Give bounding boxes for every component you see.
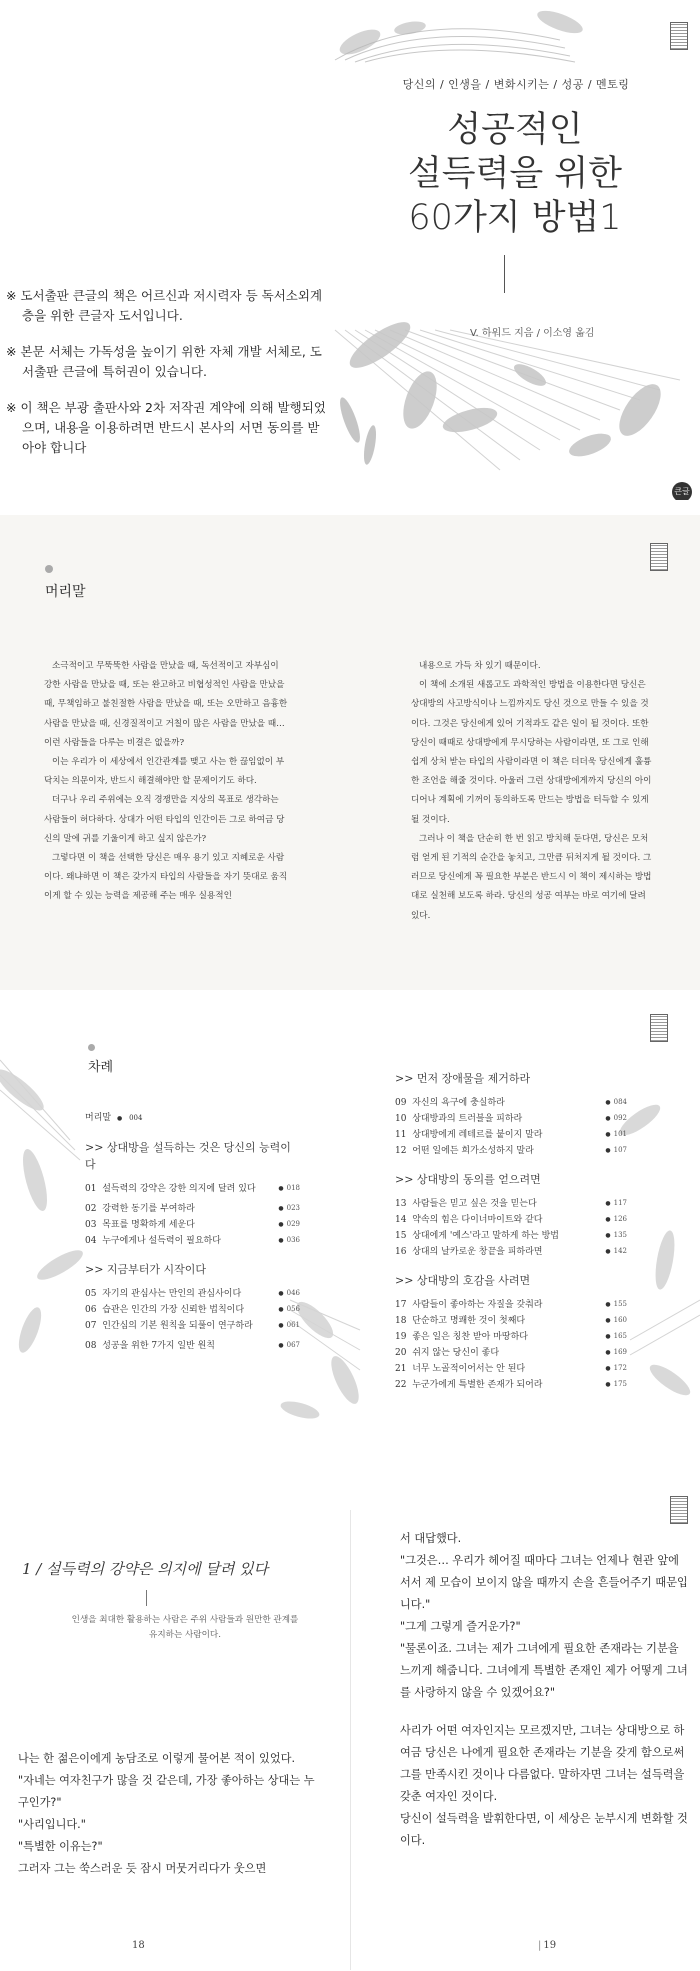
publisher-logo xyxy=(670,1496,688,1524)
toc-entry-label: 상대방과의 트러블을 피하라 xyxy=(412,1114,523,1124)
preface-paragraph: 그러나 이 책을 단순히 한 번 읽고 방치해 둔다면, 당신은 모처럼 얻게 된 기적의 순간을 놓치고, 그만큼 뒤처지게 될 것이다. 그러므로 당신에게 꼭 필요한 부분은 반드시 이 책이 제시하는 방법대로 실천해 보도록 하라. 당신의 성공 여부는 바로 여기에 달려 있다. xyxy=(411,833,652,921)
toc-entry-label: 상대의 날카로운 창끝을 피하라면 xyxy=(412,1247,543,1257)
note-3: ※ 이 책은 부광 출판사와 2차 저작권 계약에 의해 발행되었으며, 내용을 이용하려면 반드시 본사의 서면 동의를 받아야 합니다 xyxy=(6,400,326,455)
toc-entry-number: 22 xyxy=(395,1380,407,1390)
cover-notes xyxy=(6,286,326,474)
toc-entry[interactable] xyxy=(85,1181,300,1197)
toc-page-number: ● 067 xyxy=(278,1337,300,1354)
publisher-logo xyxy=(670,22,688,50)
body-paragraph: "그게 그렇게 즐거운가?" xyxy=(400,1620,521,1633)
toc-entry-number: 14 xyxy=(395,1215,407,1225)
toc-page-number: ● 046 xyxy=(278,1285,300,1302)
toc-page-number: ● 056 xyxy=(278,1301,300,1318)
title-line-2: 설득력을 위한 xyxy=(408,154,622,194)
body-paragraph: 사리가 어떤 여자인지는 모르겠지만, 그녀는 상대방으로 하여금 당신은 나에게 필요한 존재라는 기분을 갖게 함으로써 그를 만족시킨 것이나 다름없다. 말하자면 그녀는 설득력을 갖춘 여자인 것이다. xyxy=(400,1724,685,1803)
toc-entry-label: 단순하고 명쾌한 것이 첫째다 xyxy=(412,1316,526,1326)
toc-entry-number: 02 xyxy=(85,1204,97,1214)
publisher-badge: 큰글 xyxy=(672,482,692,500)
toc-page-number: ● 092 xyxy=(605,1110,627,1127)
preface-left-column xyxy=(44,657,289,907)
page-number-right: | 19 xyxy=(538,1940,556,1951)
toc-page-number: ● 029 xyxy=(278,1216,300,1233)
toc-entry[interactable] xyxy=(85,1217,300,1233)
toc-entry-label: 상대에게 '예스'라고 말하게 하는 방법 xyxy=(412,1231,559,1241)
toc-page-number: ● 018 xyxy=(278,1180,300,1197)
series-tagline: 당신의 / 인생을 / 변화시키는 / 성공 / 멘토링 xyxy=(402,78,630,91)
toc-page-number: 004 xyxy=(129,1114,143,1122)
toc-page-number: ● 169 xyxy=(605,1344,627,1361)
chapter-epigraph: 인생을 최대한 활용하는 사람은 주위 사람들과 원만한 관계를 유지하는 사람이다. xyxy=(71,1615,299,1640)
toc-entry[interactable] xyxy=(395,1212,627,1228)
note-1: ※ 도서출판 큰글의 책은 어르신과 저시력자 등 독서소외계층을 위한 큰글자 도서입니다. xyxy=(6,288,323,323)
toc-page-number: ● 142 xyxy=(605,1243,627,1260)
title-divider xyxy=(146,1590,147,1606)
toc-right-column xyxy=(395,1058,627,1393)
toc-entry-label: 너무 노골적이어서는 안 된다 xyxy=(412,1364,526,1374)
body-paragraph: "물론이죠. 그녀는 제가 그녀에게 필요한 존재라는 기분을 느끼게 해줍니다. 그녀에게 특별한 존재인 제가 어떻게 그녀를 사랑하지 않을 수 있겠어요?" xyxy=(400,1642,688,1699)
bullet-icon: ● xyxy=(116,1115,123,1122)
right-page-body xyxy=(400,1528,690,1852)
toc-entry-label: 성공을 위한 7가지 일반 원칙 xyxy=(102,1341,215,1351)
toc-section-title: >> 상대방을 설득하는 것은 당신의 능력이다 xyxy=(85,1141,291,1171)
toc-entry[interactable] xyxy=(85,1302,300,1318)
toc-heading: 차례 xyxy=(88,1060,114,1075)
toc-entry-label: 인간심의 기본 원칙을 되풀이 연구하라 xyxy=(102,1321,253,1331)
toc-entry-number: 16 xyxy=(395,1247,407,1257)
toc-entry-label: 사람들은 믿고 싶은 것을 믿는다 xyxy=(412,1199,537,1209)
toc-entry-label: 약속의 힘은 다이너마이트와 같다 xyxy=(412,1215,543,1225)
preface-paragraph: 이 책에 소개된 새롭고도 과학적인 방법을 이용한다면 당신은 상대방의 사고방식이나 느낌까지도 당신 것으로 만들 수 있을 것이다. 그것은 당신에게 있어 기적과도 같은 일이 될 것이다. 또한 당신이 때때로 상대방에게 무시당하는 사람이라면, 또 그로 인해 쉽게 상처 받는 타입의 사람이라면 이 책은 더더욱 당신에게 훌륭한 조언을 해줄 것이다. 아울러 그런 상대방에게까지 당신의 아이디어나 계획에 기꺼이 동의하도록 만드는 방법을 터득할 수 있게 될 것이다. xyxy=(411,680,652,825)
toc-page-number: ● 160 xyxy=(605,1312,627,1329)
toc-entry-number: 20 xyxy=(395,1348,407,1358)
preface-right-column xyxy=(411,657,656,926)
toc-page-number: ● 126 xyxy=(605,1211,627,1228)
toc-page-number: ● 175 xyxy=(605,1376,627,1393)
toc-entry-number: 04 xyxy=(85,1236,97,1246)
toc-page-number: ● 023 xyxy=(278,1200,300,1217)
body-paragraph: 서 대답했다. xyxy=(400,1532,462,1545)
toc-entry-label: 자기의 관심사는 만인의 관심사이다 xyxy=(102,1289,242,1299)
toc-entry-number: 06 xyxy=(85,1305,97,1315)
toc-entry[interactable] xyxy=(395,1329,627,1345)
preface-panel xyxy=(0,515,700,990)
body-paragraph: "그것은… 우리가 헤어질 때마다 그녀는 언제나 현관 앞에 서서 제 모습이 보이지 않을 때까지 손을 흔들어주기 때문입니다." xyxy=(400,1554,688,1611)
toc-entry-number: 03 xyxy=(85,1220,97,1230)
toc-entry[interactable] xyxy=(85,1318,300,1334)
toc-entry[interactable] xyxy=(395,1377,627,1393)
toc-entry-label: 설득력의 강약은 강한 의지에 달려 있다 xyxy=(102,1184,256,1194)
body-spread-panel xyxy=(0,1480,700,1971)
toc-entry[interactable] xyxy=(85,1233,300,1249)
author-credit: V. 하워드 지음 / 이소영 옮김 xyxy=(470,328,595,339)
toc-page-number: ● 135 xyxy=(605,1227,627,1244)
toc-section-title: >> 상대방의 호감을 사려면 xyxy=(395,1274,531,1287)
toc-entry-label: 쉬지 않는 당신이 좋다 xyxy=(412,1348,500,1358)
toc-section-title: >> 먼저 장애물을 제거하라 xyxy=(395,1072,531,1085)
preface-paragraph: 더구나 우리 주위에는 오직 경쟁만을 지상의 목표로 생각하는 사람들이 허다하다. 상대가 어떤 타입의 인간이든 그로 하여금 당신의 말에 귀를 기울이게 하고 싶지 않은가? xyxy=(44,795,285,844)
toc-entry[interactable] xyxy=(395,1361,627,1377)
toc-entry-label: 누구에게나 설득력이 필요하다 xyxy=(102,1236,221,1246)
toc-entry[interactable] xyxy=(85,1286,300,1302)
title-line-3: 60가지 방법1 xyxy=(408,198,622,238)
toc-entry[interactable] xyxy=(395,1196,627,1212)
toc-entry[interactable] xyxy=(85,1201,300,1217)
toc-entry-number: 21 xyxy=(395,1364,407,1374)
toc-entry-number: 08 xyxy=(85,1341,97,1351)
preface-heading: 머리말 xyxy=(45,584,86,600)
toc-page-number: ● 107 xyxy=(605,1142,627,1159)
toc-entry-number: 18 xyxy=(395,1316,407,1326)
toc-entry-label: 누군가에게 특별한 존재가 되어라 xyxy=(412,1380,543,1390)
toc-entry[interactable] xyxy=(395,1127,627,1143)
toc-entry-number: 15 xyxy=(395,1231,407,1241)
heading-dot xyxy=(45,565,53,573)
toc-preface-entry[interactable] xyxy=(85,1110,300,1127)
toc-page-number: ● 101 xyxy=(605,1126,627,1143)
preface-paragraph: 그렇다면 이 책을 선택한 당신은 매우 용기 있고 지혜로운 사람이다. 왜냐하면 이 책은 갖가지 타입의 사람들을 자기 뜻대로 움직이게 할 수 있는 능력을 제공해 주는 매우 실용적인 xyxy=(44,853,288,902)
toc-entry[interactable] xyxy=(395,1345,627,1361)
chapter-title: 1 / 설득력의 강약은 의지에 달려 있다 xyxy=(22,1560,269,1578)
toc-entry[interactable] xyxy=(395,1244,627,1260)
body-paragraph: 그러자 그는 쑥스러운 듯 잠시 머뭇거리다가 웃으면 xyxy=(18,1862,267,1875)
toc-entry-number: 05 xyxy=(85,1289,97,1299)
toc-page-number: ● 155 xyxy=(605,1296,627,1313)
toc-section-title: >> 상대방의 동의를 얻으려면 xyxy=(395,1173,541,1186)
toc-entry[interactable] xyxy=(395,1228,627,1244)
toc-entry-number: 07 xyxy=(85,1321,97,1331)
toc-entry-number: 11 xyxy=(395,1130,407,1140)
heading-dot xyxy=(88,1044,95,1051)
toc-page-number: ● 117 xyxy=(605,1195,627,1212)
toc-entry-number: 13 xyxy=(395,1199,407,1209)
toc-entry[interactable] xyxy=(395,1313,627,1329)
toc-entry-number: 12 xyxy=(395,1146,407,1156)
toc-entry-label: 좋은 일은 칭찬 받아 마땅하다 xyxy=(412,1332,528,1342)
body-paragraph: "특별한 이유는?" xyxy=(18,1840,103,1853)
body-paragraph: 나는 한 젊은이에게 농담조로 이렇게 물어본 적이 있었다. xyxy=(18,1752,296,1765)
toc-page-number: ● 084 xyxy=(605,1094,627,1111)
toc-entry-number: 09 xyxy=(395,1098,407,1108)
toc-entry[interactable] xyxy=(395,1111,627,1127)
title-line-1: 성공적인 xyxy=(447,110,583,150)
publisher-logo xyxy=(650,1014,668,1042)
preface-paragraph: 내용으로 가득 차 있기 때문이다. xyxy=(419,661,541,671)
toc-page-number: ● 172 xyxy=(605,1360,627,1377)
body-paragraph: "사리입니다." xyxy=(18,1818,86,1831)
toc-entry-label: 상대방에게 레테르를 붙이지 말라 xyxy=(412,1130,543,1140)
toc-entry-label: 강력한 동기를 부여하라 xyxy=(102,1204,195,1214)
toc-entry-label: 습관은 인간의 가장 신뢰한 법칙이다 xyxy=(102,1305,245,1315)
toc-section-title: >> 지금부터가 시작이다 xyxy=(85,1263,207,1276)
toc-entry-number: 01 xyxy=(85,1184,97,1194)
toc-entry-label: 사람들이 좋아하는 자질을 갖춰라 xyxy=(412,1300,543,1310)
body-paragraph: "자네는 여자친구가 많을 것 같은데, 가장 좋아하는 상대는 누구인가?" xyxy=(18,1774,315,1809)
toc-entry[interactable] xyxy=(395,1143,627,1159)
toc-entry-label: 목표를 명확하게 세운다 xyxy=(102,1220,195,1230)
page-number-left: 18 xyxy=(132,1940,145,1951)
toc-entry-label: 자신의 욕구에 충실하라 xyxy=(412,1098,505,1108)
toc-entry[interactable] xyxy=(395,1297,627,1313)
toc-entry-number: 17 xyxy=(395,1300,407,1310)
toc-entry-number: 10 xyxy=(395,1114,407,1124)
toc-entry-number: 19 xyxy=(395,1332,407,1342)
toc-page-number: ● 061 xyxy=(278,1317,300,1334)
left-page-body xyxy=(18,1748,318,1880)
book-title xyxy=(345,108,685,240)
preface-paragraph: 이는 우리가 이 세상에서 인간관계를 맺고 사는 한 끊임없이 부닥치는 의문이자, 반드시 해결해야만 할 문제이기도 하다. xyxy=(44,757,285,787)
body-paragraph: 당신이 설득력을 발휘한다면, 이 세상은 눈부시게 변화할 것이다. xyxy=(400,1812,688,1847)
toc-panel xyxy=(0,1000,700,1470)
note-2: ※ 본문 서체는 가독성을 높이기 위한 자체 개발 서체로, 도서출판 큰글에 특허권이 있습니다. xyxy=(6,344,322,379)
page-gutter xyxy=(350,1510,351,1970)
toc-entry[interactable] xyxy=(85,1338,300,1354)
toc-left-column xyxy=(85,1110,300,1358)
preface-paragraph: 소극적이고 무뚝뚝한 사람을 만났을 때, 독선적이고 자부심이 강한 사람을 만났을 때, 또는 완고하고 비협성적인 사람을 만났을 때, 무책임하고 불친절한 사람을 만났을 때, 또는 오만하고 음흉한 사람을 만났을 때, 신경질적이고 거칠이 많은 사람을 만났을 때… 이런 사람들을 다루는 비결은 없을까? xyxy=(44,661,288,748)
publisher-logo xyxy=(650,543,668,571)
toc-entry-label: 머리말 xyxy=(85,1113,112,1123)
toc-entry[interactable] xyxy=(395,1095,627,1111)
title-divider xyxy=(504,255,505,293)
toc-page-number: ● 036 xyxy=(278,1232,300,1249)
cover-panel xyxy=(0,0,700,500)
toc-entry-label: 어떤 일에든 희가소성하지 말라 xyxy=(412,1146,534,1156)
toc-page-number: ● 165 xyxy=(605,1328,627,1345)
